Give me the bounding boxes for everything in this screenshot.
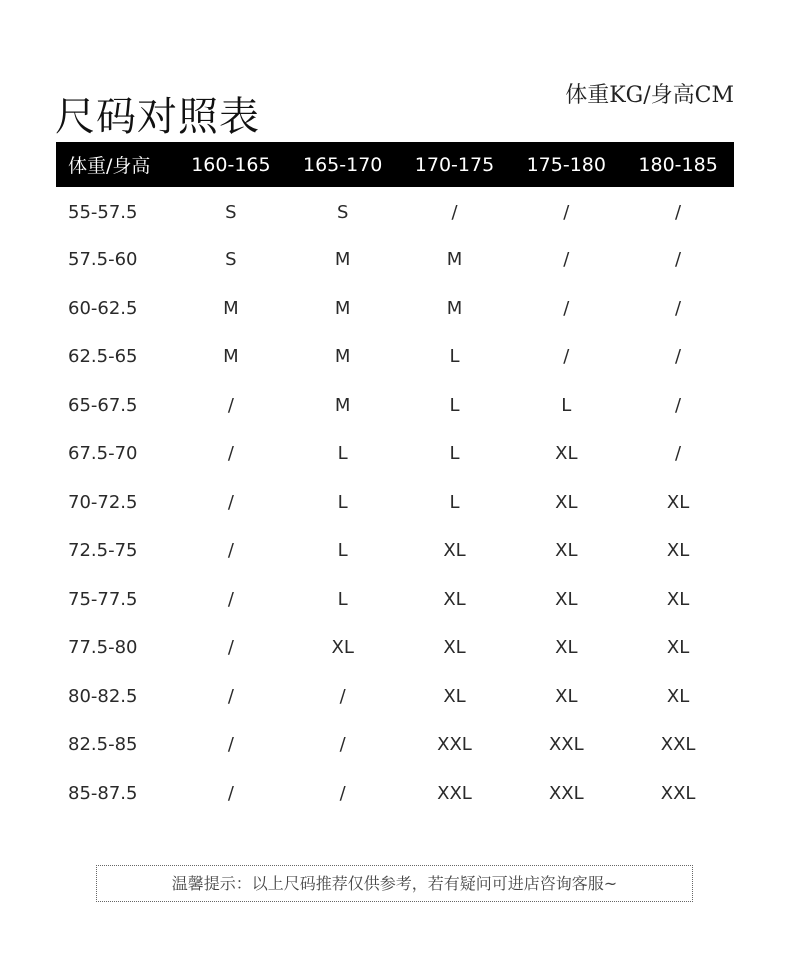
- size-cell: /: [675, 346, 682, 368]
- table-row: [56, 187, 734, 236]
- unit-label: 体重KG/身高CM: [565, 83, 734, 108]
- size-cell: /: [563, 297, 570, 319]
- size-cell: /: [227, 782, 234, 804]
- table-row: [56, 624, 734, 673]
- page-title: 尺码对照表: [55, 93, 260, 140]
- weight-range-cell: 77.5-80: [68, 637, 138, 659]
- size-cell: /: [227, 685, 234, 707]
- size-cell: /: [227, 637, 234, 659]
- size-cell: L: [449, 491, 460, 513]
- size-cell: /: [563, 249, 570, 271]
- size-cell: M: [446, 297, 463, 319]
- size-cell: L: [337, 588, 348, 610]
- size-cell: /: [675, 249, 682, 271]
- weight-range-cell: 82.5-85: [68, 734, 138, 756]
- size-cell: L: [449, 346, 460, 368]
- size-chart-table: [56, 142, 734, 818]
- table-row: [56, 381, 734, 430]
- size-cell: /: [227, 491, 234, 513]
- table-row: [56, 575, 734, 624]
- size-cell: /: [339, 782, 346, 804]
- size-cell: XXL: [660, 734, 696, 756]
- tip-note-text: 温馨提示：以上尺码推荐仅供参考，若有疑问可进店咨询客服~: [171, 874, 618, 893]
- size-cell: /: [227, 394, 234, 416]
- size-cell: XXL: [437, 734, 472, 756]
- header-cell-height-range: 180-185: [638, 153, 718, 176]
- weight-range-cell: 80-82.5: [68, 685, 138, 707]
- header-cell-height-range: 160-165: [191, 153, 271, 176]
- size-cell: L: [449, 443, 460, 465]
- weight-range-cell: 57.5-60: [68, 249, 138, 271]
- header-cell-weight-height: 体重/身高: [68, 155, 151, 177]
- table-row: [56, 236, 734, 285]
- table-row: [56, 672, 734, 721]
- weight-range-cell: 55-57.5: [68, 201, 138, 223]
- size-cell: /: [563, 346, 570, 368]
- size-cell: S: [225, 201, 237, 223]
- size-cell: /: [675, 201, 682, 223]
- size-cell: /: [675, 443, 682, 465]
- size-cell: XL: [443, 540, 466, 562]
- weight-range-cell: 62.5-65: [68, 346, 138, 368]
- size-cell: XL: [555, 588, 578, 610]
- size-cell: XL: [666, 588, 690, 610]
- table-row: [56, 333, 734, 382]
- size-cell: XL: [443, 588, 466, 610]
- size-cell: M: [223, 297, 239, 319]
- size-cell: XXL: [437, 782, 472, 804]
- table-header: [56, 142, 734, 187]
- table-row: [56, 527, 734, 576]
- size-cell: XL: [443, 637, 466, 659]
- size-cell: XL: [331, 637, 354, 659]
- size-cell: S: [225, 249, 237, 271]
- tip-note-box: [96, 865, 693, 902]
- size-cell: XL: [555, 637, 578, 659]
- size-cell: /: [563, 201, 570, 223]
- size-cell: XL: [666, 491, 690, 513]
- table-row: [56, 284, 734, 333]
- size-cell: /: [227, 540, 234, 562]
- table-body: [56, 187, 734, 818]
- size-cell: XXL: [660, 782, 696, 804]
- size-cell: XL: [555, 540, 578, 562]
- size-cell: XL: [555, 491, 578, 513]
- size-cell: /: [675, 394, 682, 416]
- size-cell: /: [675, 297, 682, 319]
- size-cell: XXL: [548, 734, 584, 756]
- size-cell: L: [561, 394, 572, 416]
- weight-range-cell: 65-67.5: [68, 394, 138, 416]
- header-cell-height-range: 175-180: [526, 153, 606, 176]
- table-row: [56, 430, 734, 479]
- size-cell: L: [449, 394, 460, 416]
- size-cell: XL: [443, 685, 466, 707]
- size-cell: XL: [666, 637, 690, 659]
- size-cell: M: [334, 394, 351, 416]
- size-cell: M: [334, 249, 351, 271]
- size-cell: M: [446, 249, 463, 271]
- size-cell: L: [337, 491, 348, 513]
- size-cell: /: [227, 734, 234, 756]
- size-cell: M: [334, 297, 351, 319]
- size-cell: M: [334, 346, 351, 368]
- weight-range-cell: 85-87.5: [68, 782, 138, 804]
- weight-range-cell: 72.5-75: [68, 540, 138, 562]
- size-cell: L: [337, 443, 348, 465]
- weight-range-cell: 60-62.5: [68, 297, 138, 319]
- size-cell: XL: [555, 685, 578, 707]
- header-row: [56, 142, 734, 187]
- size-cell: /: [227, 443, 234, 465]
- size-cell: /: [451, 201, 458, 223]
- size-cell: XL: [555, 443, 578, 465]
- weight-range-cell: 67.5-70: [68, 443, 138, 465]
- table-row: [56, 478, 734, 527]
- table-row: [56, 721, 734, 770]
- table-row: [56, 769, 734, 818]
- size-cell: S: [336, 201, 349, 223]
- size-cell: M: [223, 346, 239, 368]
- weight-range-cell: 75-77.5: [68, 588, 138, 610]
- size-cell: /: [339, 685, 346, 707]
- size-cell: XXL: [548, 782, 584, 804]
- header-cell-height-range: 170-175: [414, 153, 495, 176]
- size-cell: XL: [666, 685, 690, 707]
- header-cell-height-range: 165-170: [303, 153, 383, 176]
- size-cell: /: [339, 734, 346, 756]
- weight-range-cell: 70-72.5: [68, 491, 138, 513]
- size-cell: L: [337, 540, 348, 562]
- size-cell: /: [227, 588, 234, 610]
- size-cell: XL: [666, 540, 690, 562]
